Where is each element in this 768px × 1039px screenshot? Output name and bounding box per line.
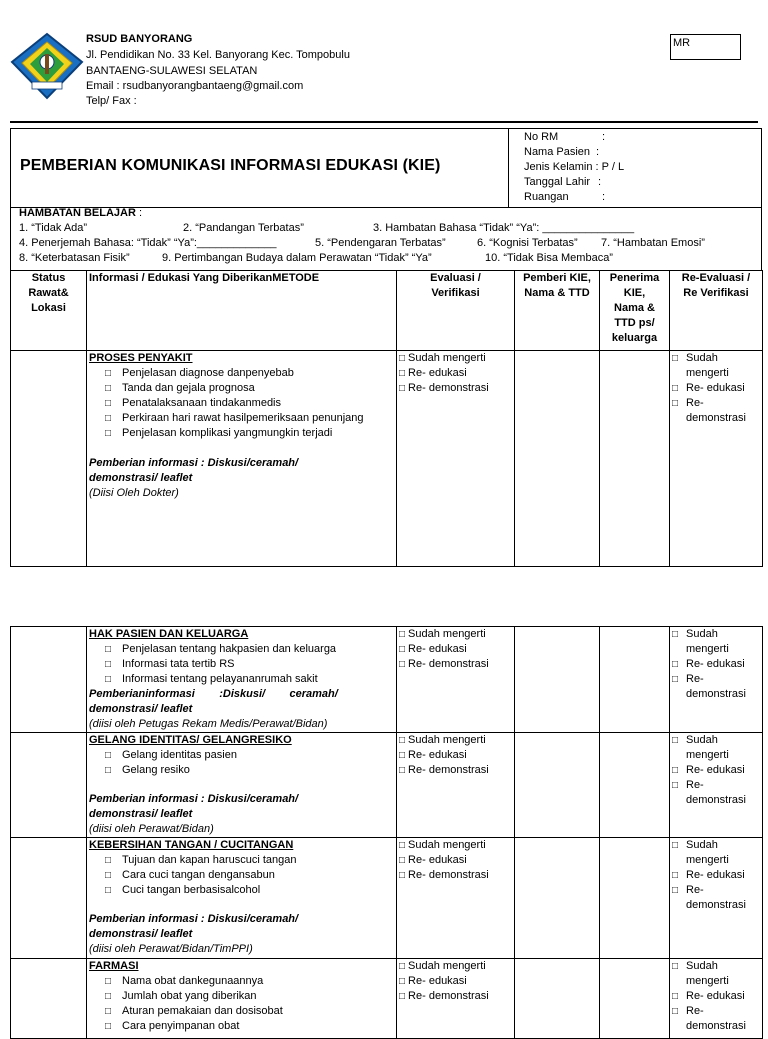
regency-emblem-icon xyxy=(10,32,84,100)
method-text: Pemberian informasi : Diskusi/ceramah/ xyxy=(89,457,299,469)
method-text: demonstrasi/ leaflet xyxy=(89,808,193,820)
checkbox-icon: □ xyxy=(399,644,406,655)
reeval-option[interactable]: □ Sudah xyxy=(672,734,718,746)
col-status: Status Rawat& Lokasi xyxy=(11,271,87,351)
hospital-email: Email : rsudbanyorangbantaeng@gmail.com xyxy=(86,80,304,92)
filled-by-note: (diisi oleh Perawat/Bidan/TimPPI) xyxy=(89,943,253,955)
info-cell xyxy=(87,627,397,733)
col-reevaluasi: Re-Evaluasi / Re Verifikasi xyxy=(670,271,763,351)
no-rm-label: No RM xyxy=(524,131,559,143)
col-info: Informasi / Edukasi Yang DiberikanMETODE xyxy=(87,271,397,351)
barrier-3[interactable]: 3. Hambatan Bahasa “Tidak” “Ya”: _______________ xyxy=(373,222,635,234)
topic-checkbox[interactable]: □ Informasi tata tertib RS xyxy=(105,657,394,672)
reevaluation-cell: □ Sudah mengerti □ Re- edukasi □ Re- demonstrasi xyxy=(670,627,763,733)
eval-option[interactable]: □ Sudah mengerti xyxy=(399,839,486,851)
reeval-option[interactable]: □ Sudah xyxy=(672,628,718,640)
barrier-9[interactable]: 9. Pertimbangan Budaya dalam Perawatan “Tidak” “Ya” xyxy=(162,252,432,264)
checkbox-icon: □ xyxy=(672,659,679,670)
checkbox-icon: □ xyxy=(672,885,679,896)
col-pemberi: Pemberi KIE, Nama & TTD xyxy=(515,271,600,351)
eval-option[interactable]: □ Re- demonstrasi xyxy=(399,990,489,1002)
filled-by-note: (diisi oleh Perawat/Bidan) xyxy=(89,823,214,835)
barrier-1[interactable]: 1. “Tidak Ada” xyxy=(19,222,88,234)
method-text: Pemberianinformasi :Diskusi/ ceramah/ xyxy=(89,688,338,700)
col-evaluasi: Evaluasi / Verifikasi xyxy=(397,271,515,351)
penerima-cell[interactable] xyxy=(600,733,670,838)
patient-name-label: Nama Pasien xyxy=(524,146,591,158)
table-row xyxy=(11,351,763,567)
status-cell[interactable] xyxy=(11,733,87,838)
gender-label: Jenis Kelamin xyxy=(524,161,593,173)
info-cell xyxy=(87,959,397,1039)
reeval-option[interactable]: □ Re- xyxy=(672,884,704,896)
table-row xyxy=(11,733,763,838)
section-title: KEBERSIHAN TANGAN / CUCITANGAN xyxy=(89,839,294,851)
topic-checkbox[interactable]: □ Cara penyimpanan obat xyxy=(105,1019,394,1034)
topic-checkbox[interactable]: □ Nama obat dankegunaannya xyxy=(105,974,394,989)
filled-by-note: (Diisi Oleh Dokter) xyxy=(89,487,179,499)
checkbox-icon: □ xyxy=(672,780,679,791)
topic-checkbox[interactable]: □ Aturan pemakaian dan dosisobat xyxy=(105,1004,394,1019)
reevaluation-cell: □ Sudah mengerti □ Re- edukasi □ Re- demonstrasi xyxy=(670,838,763,959)
eval-option[interactable]: □ Re- edukasi xyxy=(399,854,467,866)
topic-checkbox[interactable]: □ Cara cuci tangan dengansabun xyxy=(105,868,394,883)
reeval-option[interactable]: □ Re- edukasi xyxy=(672,658,745,670)
patient-identity: No RM : Nama Pasien : Jenis Kelamin : P / L Tanggal Lahir : Ruangan : xyxy=(524,131,625,203)
kie-table-2 xyxy=(10,626,763,1039)
status-cell[interactable] xyxy=(11,959,87,1039)
pemberi-cell[interactable] xyxy=(515,351,600,567)
info-cell xyxy=(87,351,397,567)
checkbox-icon: □ xyxy=(399,659,406,670)
checkbox-icon: □ xyxy=(399,961,406,972)
topic-checkbox[interactable]: □ Penjelasan tentang hakpasien dan keluarga xyxy=(105,642,394,657)
topic-checkbox[interactable]: □ Penjelasan diagnose danpenyebab xyxy=(105,366,394,381)
table-header-row xyxy=(11,271,763,351)
checkbox-icon: □ xyxy=(672,383,679,394)
checkbox-icon: □ xyxy=(399,368,406,379)
topic-checkbox[interactable]: □ Cuci tangan berbasisalcohol xyxy=(105,883,394,898)
penerima-cell[interactable] xyxy=(600,627,670,733)
mr-box[interactable] xyxy=(670,34,741,60)
eval-option[interactable]: □ Re- demonstrasi xyxy=(399,764,489,776)
pemberi-cell[interactable] xyxy=(515,959,600,1039)
checkbox-icon: □ xyxy=(399,976,406,987)
reevaluation-cell: □ Sudah mengerti □ Re- edukasi □ Re- demonstrasi xyxy=(670,733,763,838)
checkbox-icon: □ xyxy=(399,735,406,746)
topic-checkbox[interactable]: □ Penjelasan komplikasi yangmungkin terjadi xyxy=(105,426,394,441)
penerima-cell[interactable] xyxy=(600,959,670,1039)
reeval-option[interactable]: □ Re- xyxy=(672,1005,704,1017)
eval-option[interactable]: □ Re- demonstrasi xyxy=(399,658,489,670)
eval-option[interactable]: □ Re- edukasi xyxy=(399,749,467,761)
checkbox-icon: □ xyxy=(672,765,679,776)
col-penerima: Penerima KIE, Nama & TTD ps/ keluarga xyxy=(600,271,670,351)
evaluation-cell xyxy=(397,351,515,567)
topic-checkbox[interactable]: □ Informasi tentang pelayananrumah sakit xyxy=(105,672,394,687)
mr-label: MR xyxy=(673,37,691,49)
dob-label: Tanggal Lahir xyxy=(524,176,591,188)
method-text: demonstrasi/ leaflet xyxy=(89,928,193,940)
checkbox-icon: □ xyxy=(399,629,406,640)
barrier-2[interactable]: 2. “Pandangan Terbatas” xyxy=(183,222,304,234)
reeval-option[interactable]: □ Re- edukasi xyxy=(672,764,745,776)
eval-option[interactable]: □ Sudah mengerti xyxy=(399,628,486,640)
pemberi-cell[interactable] xyxy=(515,733,600,838)
section-title: HAK PASIEN DAN KELUARGA xyxy=(89,628,249,640)
info-cell xyxy=(87,838,397,959)
topic-checkbox[interactable]: □ Gelang identitas pasien xyxy=(105,748,394,763)
topic-checkbox[interactable]: □ Jumlah obat yang diberikan xyxy=(105,989,394,1004)
topic-checkbox[interactable]: □ Gelang resiko xyxy=(105,763,394,778)
status-cell[interactable] xyxy=(11,838,87,959)
reevaluation-cell: □ Sudah mengerti □ Re- edukasi □ Re- demonstrasi xyxy=(670,351,763,567)
reeval-option[interactable]: □ Re- xyxy=(672,673,704,685)
evaluation-cell xyxy=(397,627,515,733)
hospital-region: BANTAENG-SULAWESI SELATAN xyxy=(86,65,258,77)
penerima-cell[interactable] xyxy=(600,351,670,567)
evaluation-cell xyxy=(397,733,515,838)
checkbox-icon: □ xyxy=(672,735,679,746)
reeval-option[interactable]: □ Re- edukasi xyxy=(672,869,745,881)
topic-checkbox[interactable]: □ Tanda dan gejala prognosa xyxy=(105,381,394,396)
hospital-phone: Telp/ Fax : xyxy=(86,95,137,107)
checkbox-icon: □ xyxy=(672,629,679,640)
checkbox-icon: □ xyxy=(672,991,679,1002)
eval-option[interactable]: □ Re- edukasi xyxy=(399,367,467,379)
header-divider xyxy=(10,121,758,123)
form-title: PEMBERIAN KOMUNIKASI INFORMASI EDUKASI (KIE) xyxy=(20,157,441,174)
status-cell[interactable] xyxy=(11,351,87,567)
barrier-7[interactable]: 7. “Hambatan Emosi” xyxy=(601,237,705,249)
room-label: Ruangan xyxy=(524,191,569,203)
checkbox-icon: □ xyxy=(672,398,679,409)
barrier-8[interactable]: 8. “Keterbatasan Fisik” xyxy=(19,252,130,264)
topic-checkbox[interactable]: □ Tujuan dan kapan haruscuci tangan xyxy=(105,853,394,868)
reeval-option[interactable]: □ Sudah xyxy=(672,960,718,972)
hospital-name: RSUD BANYORANG xyxy=(86,33,193,45)
topic-list xyxy=(89,853,394,898)
method-text: Pemberian informasi : Diskusi/ceramah/ xyxy=(89,793,299,805)
checkbox-icon: □ xyxy=(672,1006,679,1017)
eval-option[interactable]: □ Sudah mengerti xyxy=(399,352,486,364)
topic-list xyxy=(89,974,394,1034)
eval-option[interactable]: □ Sudah mengerti xyxy=(399,960,486,972)
section-title: GELANG IDENTITAS/ GELANGRESIKO xyxy=(89,734,292,746)
table-row xyxy=(11,959,763,1039)
reeval-option[interactable]: □ Sudah xyxy=(672,839,718,851)
barriers-title: HAMBATAN BELAJAR xyxy=(19,207,136,219)
checkbox-icon: □ xyxy=(399,383,406,394)
checkbox-icon: □ xyxy=(399,991,406,1002)
filled-by-note: (diisi oleh Petugas Rekam Medis/Perawat/Bidan) xyxy=(89,718,328,730)
topic-list xyxy=(89,642,394,687)
pemberi-cell[interactable] xyxy=(515,838,600,959)
checkbox-icon: □ xyxy=(672,674,679,685)
gender-value: P / L xyxy=(601,161,625,173)
kie-table-1 xyxy=(10,270,763,567)
checkbox-icon: □ xyxy=(672,353,679,364)
barrier-5[interactable]: 5. “Pendengaran Terbatas” xyxy=(315,237,446,249)
penerima-cell[interactable] xyxy=(600,838,670,959)
method-text: demonstrasi/ leaflet xyxy=(89,472,193,484)
table-row xyxy=(11,838,763,959)
topic-checkbox[interactable]: □ Perkiraan hari rawat hasilpemeriksaan penunjang xyxy=(105,411,394,426)
checkbox-icon: □ xyxy=(672,961,679,972)
evaluation-cell xyxy=(397,959,515,1039)
hospital-logo xyxy=(10,32,84,100)
title-divider xyxy=(508,128,509,208)
checkbox-icon: □ xyxy=(399,765,406,776)
evaluation-cell xyxy=(397,838,515,959)
barrier-6[interactable]: 6. “Kognisi Terbatas” xyxy=(477,237,578,249)
topic-list xyxy=(89,748,394,778)
reevaluation-cell: □ Sudah mengerti □ Re- edukasi □ Re- demonstrasi xyxy=(670,959,763,1039)
checkbox-icon: □ xyxy=(672,870,679,881)
eval-option[interactable]: □ Re- edukasi xyxy=(399,975,467,987)
checkbox-icon: □ xyxy=(399,870,406,881)
reeval-option[interactable]: □ Re- edukasi xyxy=(672,382,745,394)
status-cell[interactable] xyxy=(11,627,87,733)
reeval-option[interactable]: □ Re- edukasi xyxy=(672,990,745,1002)
method-text: Pemberian informasi : Diskusi/ceramah/ xyxy=(89,913,299,925)
barrier-10[interactable]: 10. “Tidak Bisa Membaca” xyxy=(485,252,613,264)
table-row xyxy=(11,627,763,733)
section-title: FARMASI xyxy=(89,960,139,972)
method-text: demonstrasi/ leaflet xyxy=(89,703,193,715)
eval-option[interactable]: □ Re- demonstrasi xyxy=(399,382,489,394)
info-cell xyxy=(87,733,397,838)
reeval-option[interactable]: □ Re- xyxy=(672,397,704,409)
reeval-option[interactable]: □ Sudah xyxy=(672,352,718,364)
hospital-address: Jl. Pendidikan No. 33 Kel. Banyorang Kec. Tompobulu xyxy=(86,49,350,61)
topic-list xyxy=(89,366,394,441)
checkbox-icon: □ xyxy=(399,750,406,761)
barrier-4[interactable]: 4. Penerjemah Bahasa: “Tidak” “Ya”:_____________ xyxy=(19,237,277,249)
reeval-option[interactable]: □ Re- xyxy=(672,779,704,791)
checkbox-icon: □ xyxy=(399,840,406,851)
checkbox-icon: □ xyxy=(399,353,406,364)
checkbox-icon: □ xyxy=(672,840,679,851)
section-title: PROSES PENYAKIT xyxy=(89,352,193,364)
checkbox-icon: □ xyxy=(399,855,406,866)
topic-checkbox[interactable]: □ Penatalaksanaan tindakanmedis xyxy=(105,396,394,411)
eval-option[interactable]: □ Re- demonstrasi xyxy=(399,869,489,881)
eval-option[interactable]: □ Sudah mengerti xyxy=(399,734,486,746)
pemberi-cell[interactable] xyxy=(515,627,600,733)
eval-option[interactable]: □ Re- edukasi xyxy=(399,643,467,655)
